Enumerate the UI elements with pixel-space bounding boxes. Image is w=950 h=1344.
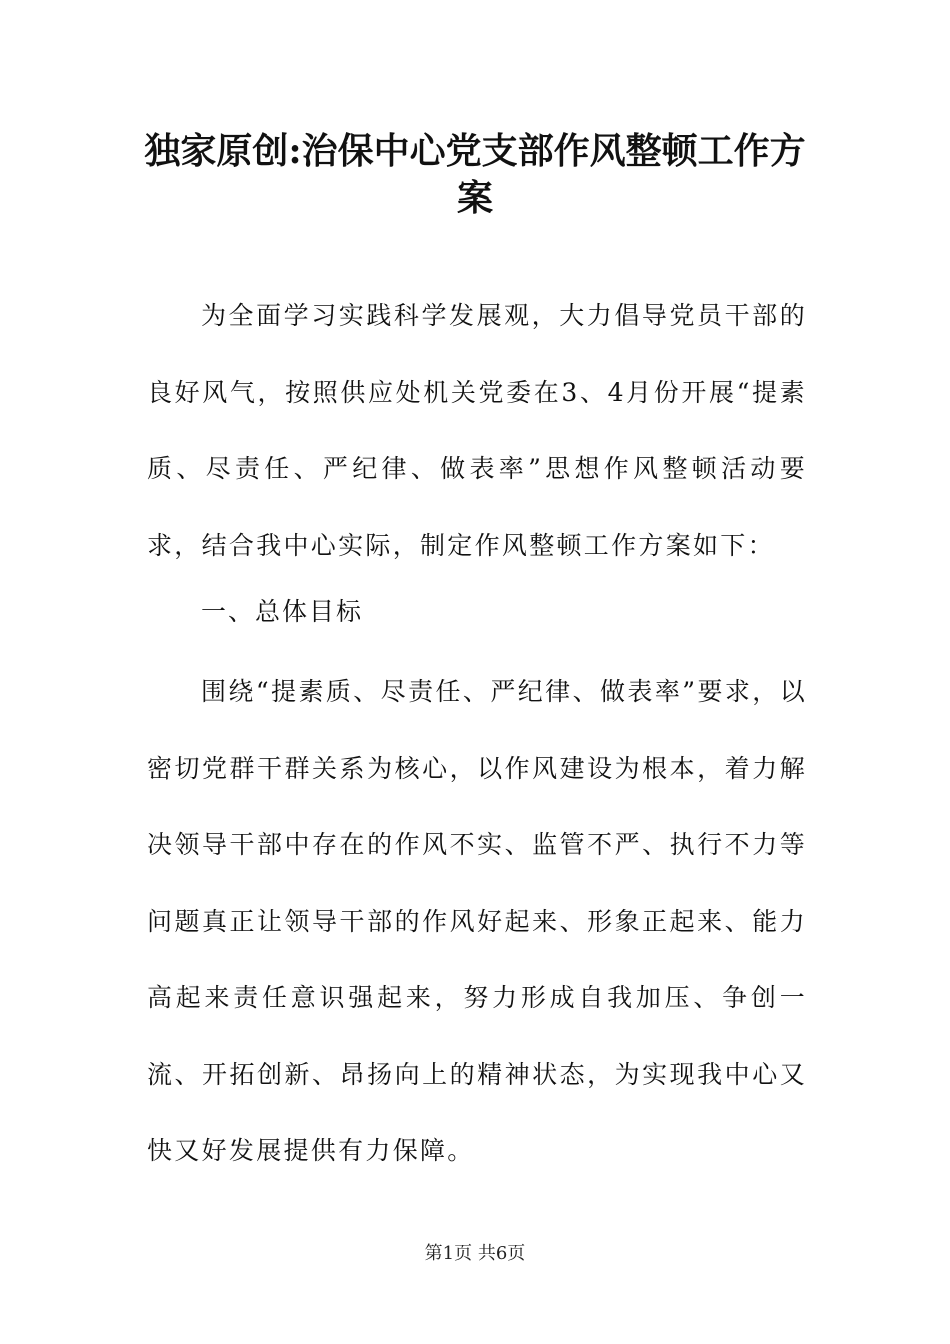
intro-block xyxy=(147,278,807,584)
page-footer: 第1页 共6页 xyxy=(424,1243,526,1264)
goal-block xyxy=(147,654,807,1190)
document-title: 独家原创:治保中心党支部作风整顿工作方案 xyxy=(144,130,806,219)
intro-paragraph: 为全面学习实践科学发展观，大力倡导党员干部的良好风气，按照供应处机关党委在3、4月份开展“提素质、尽责任、严纪律、做表率”思想作风整顿活动要求，结合我中心实际，制定作风整顿工作方案如下： xyxy=(147,301,807,560)
goal-paragraph: 围绕“提素质、尽责任、严纪律、做表率”要求，以密切党群干群关系为核心，以作风建设为根本，着力解决领导干部中存在的作风不实、监管不严、执行不力等问题真正让领导干部的作风好起来、形象正起来、能力高起来责任意识强起来，努力形成自我加压、争创一流、开拓创新、昂扬向上的精神状态，为实现我中心又快又好发展提供有力保障。 xyxy=(147,677,807,1165)
section-heading-overall-goal: 一、总体目标 xyxy=(201,597,364,626)
